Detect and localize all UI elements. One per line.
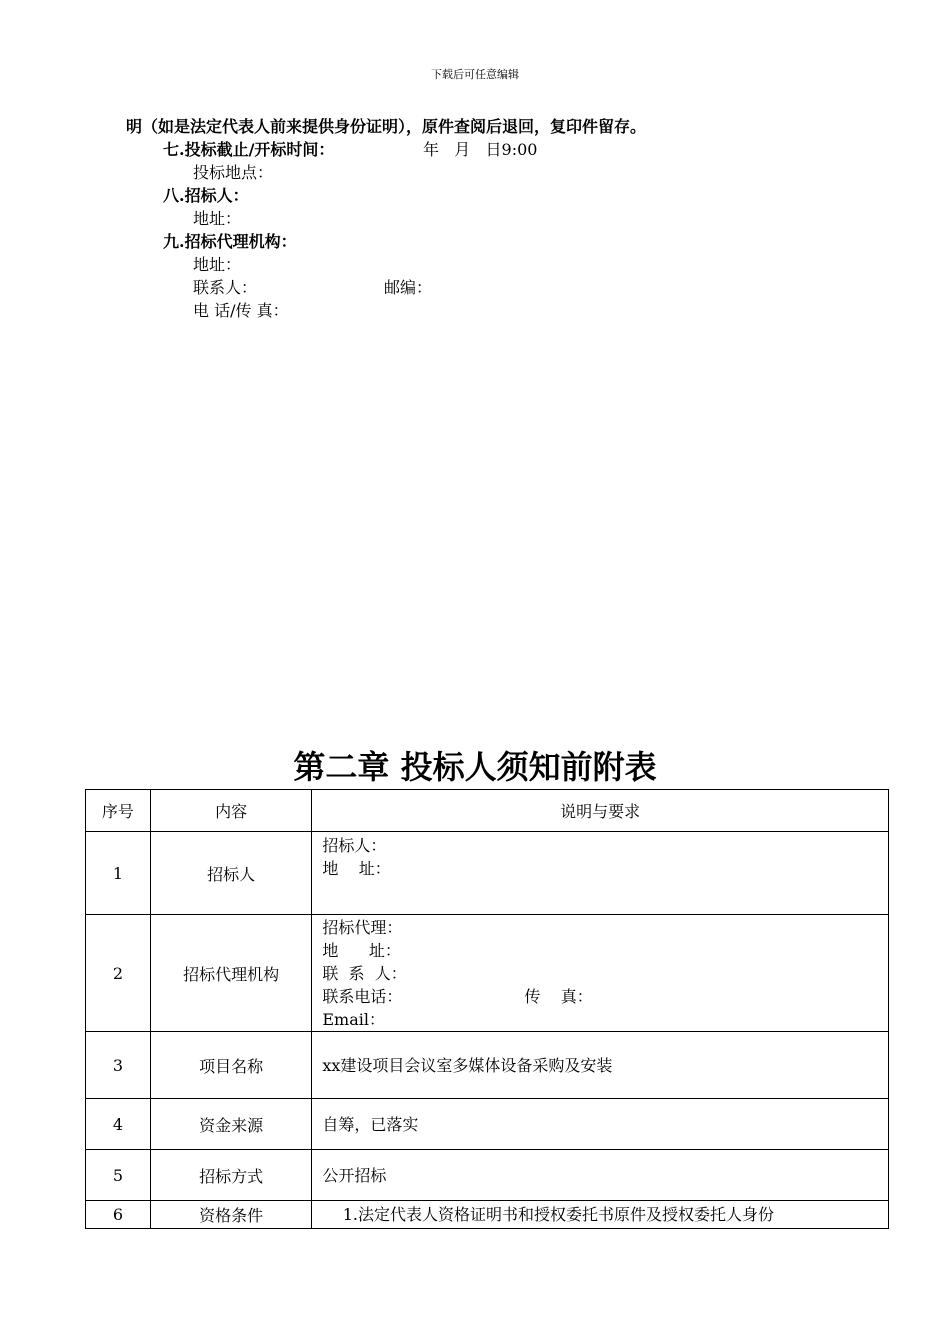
- requirement-line: 招标代理：: [322, 917, 403, 937]
- row-requirements: [312, 1150, 889, 1201]
- requirement-line: Email：: [322, 1009, 385, 1029]
- table-header-row: [86, 790, 889, 832]
- requirement-line: 公开招标: [322, 1165, 387, 1185]
- chapter-title: 第二章 投标人须知前附表: [293, 748, 657, 786]
- page-header: 下载后可任意编辑: [431, 68, 519, 81]
- header-requirements: 说明与要求: [312, 790, 889, 832]
- row-requirements: [312, 1032, 889, 1099]
- row-item: 招标方式: [150, 1150, 312, 1201]
- row-no: 6: [86, 1201, 151, 1229]
- row-no: 3: [86, 1032, 151, 1099]
- item9-address: 地址：: [193, 255, 242, 274]
- row-item: 招标代理机构: [150, 915, 312, 1032]
- requirement-line: 自筹，已落实: [322, 1114, 419, 1134]
- table-row: [86, 1099, 889, 1150]
- row-item: 资格条件: [150, 1201, 312, 1229]
- item9-phone: 电 话/传 真：: [193, 301, 289, 320]
- item7-date: 年 月 日9:00: [423, 140, 538, 159]
- table-row: [86, 832, 889, 915]
- requirement-line: 地 址：: [322, 940, 401, 960]
- table-row: [86, 1150, 889, 1201]
- requirement-line: 联系电话： 传 真：: [322, 986, 593, 1006]
- header-no: 序号: [86, 790, 151, 832]
- row-no: 1: [86, 832, 151, 915]
- row-item: 资金来源: [150, 1099, 312, 1150]
- row-requirements: [312, 1099, 889, 1150]
- requirement-line: 地 址：: [322, 859, 391, 878]
- requirement-line: 招标人：: [322, 836, 387, 855]
- item7-place: 投标地点：: [193, 163, 274, 182]
- row-item: 项目名称: [150, 1032, 312, 1099]
- bid-info-table: [85, 789, 889, 1229]
- row-requirements: [312, 1201, 889, 1229]
- row-no: 2: [86, 915, 151, 1032]
- row-requirements: [312, 832, 889, 915]
- table-row: [86, 1032, 889, 1099]
- item8-label: 八.招标人：: [163, 186, 249, 205]
- item8-address: 地址：: [193, 209, 242, 228]
- notice-continued-line: 明（如是法定代表人前来提供身份证明），原件查阅后退回，复印件留存。: [126, 117, 647, 136]
- item9-label: 九.招标代理机构：: [163, 232, 297, 251]
- requirement-line: 联 系 人：: [322, 963, 407, 983]
- row-item: 招标人: [150, 832, 312, 915]
- requirement-line: xx建设项目会议室多媒体设备采购及安装: [322, 1055, 613, 1075]
- item7-label: 七.投标截止/开标时间：: [163, 140, 335, 159]
- requirement-line: 1.法定代表人资格证明书和授权委托书原件及授权委托人身份: [322, 1205, 774, 1224]
- row-no: 5: [86, 1150, 151, 1201]
- item9-contact: 联系人：: [193, 278, 258, 297]
- table-row: [86, 1201, 889, 1229]
- row-requirements: [312, 915, 889, 1032]
- header-item: 内容: [150, 790, 312, 832]
- row-no: 4: [86, 1099, 151, 1150]
- item9-postcode: 邮编：: [384, 278, 433, 297]
- table-row: [86, 915, 889, 1032]
